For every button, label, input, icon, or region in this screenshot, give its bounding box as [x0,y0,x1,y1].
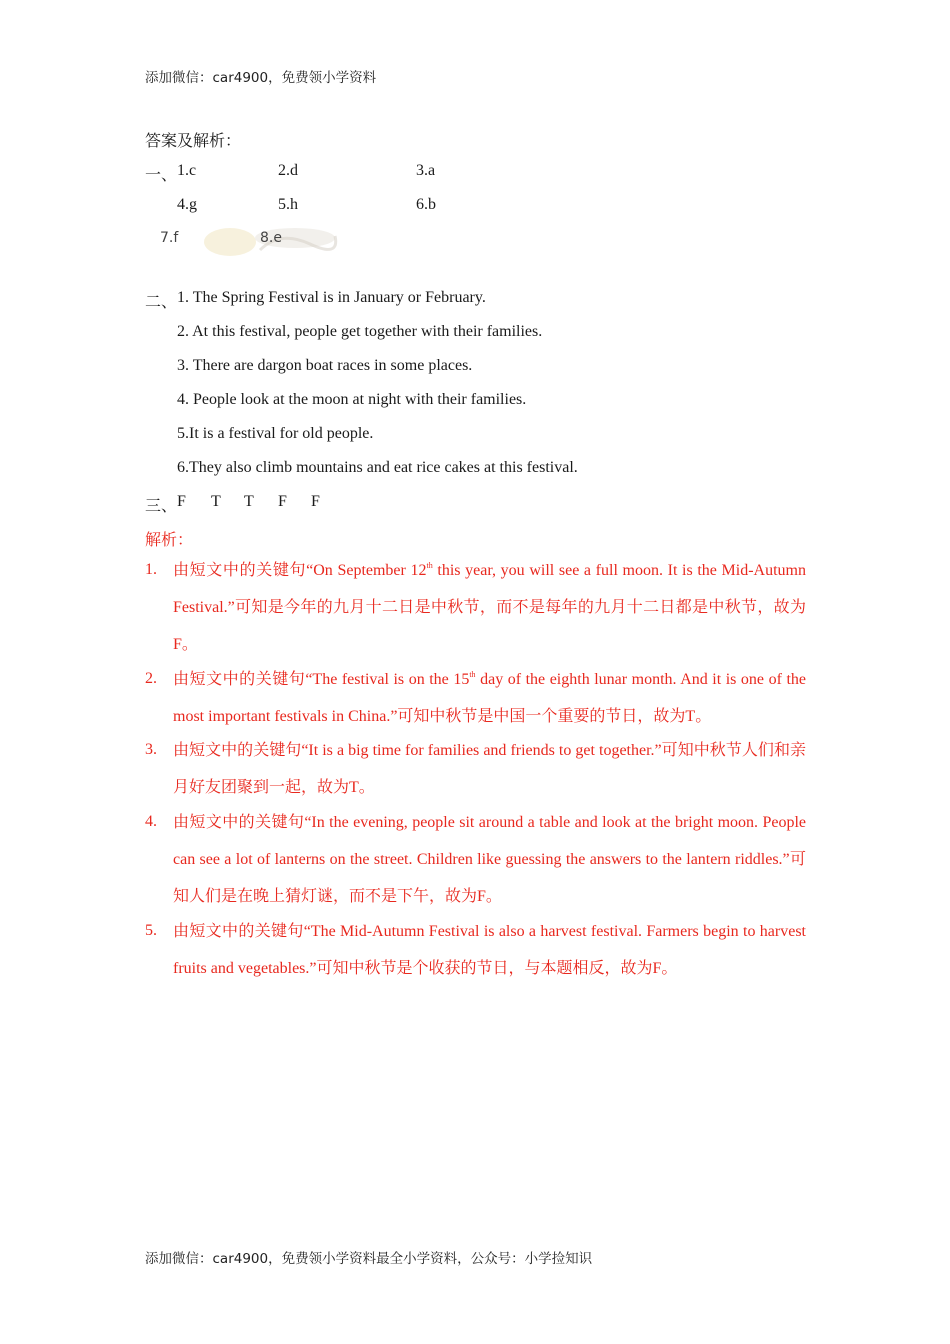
section1-prefix: 一、 [145,167,178,184]
section3-prefix: 三、 [145,498,178,515]
sentence-item: 4. People look at the moon at night with their families. [177,391,527,408]
tf-answer: F [278,493,287,510]
analysis-paragraph: 由短文中的关键句“In the evening, people sit around a table and look at the bright moon. People can see a lot of lanterns on the street. Children like guessing the answers to the lantern riddles.”可知人们是在晚上猜灯谜，而不是下午，故为F。 [173,814,806,905]
answers-title: 答案及解析： [145,133,242,150]
analysis-number: 2. [145,670,157,687]
tf-answer: T [211,493,221,510]
analysis-paragraph: 由短文中的关键句“It is a big time for families and friends to get together.”可知中秋节人们和亲月好友团聚到一起，故为T。 [173,742,806,796]
analysis-number: 5. [145,922,157,939]
sentence-item: 3. There are dargon boat races in some places. [177,357,473,374]
analysis-label: 解析： [145,532,194,549]
tf-answer: F [311,493,320,510]
analysis-paragraph: 由短文中的关键句“On September 12th this year, you will see a full moon. It is the Mid-Autumn Festival.”可知是今年的九月十二日是中秋节，而不是每年的九月十二日都是中秋节，故为F。 [173,561,806,653]
analysis-paragraph: 由短文中的关键句“The festival is on the 15th day of the eighth lunar month. And it is one of the most important festivals in China.”可知中秋节是中国一个重要的节日，故为T。 [173,670,806,725]
answer-item: 3.a [416,162,436,179]
analysis-paragraph: 由短文中的关键句“The Mid-Autumn Festival is also a harvest festival. Farmers begin to harvest fruits and vegetables.”可知中秋节是个收获的节日，与本题相反，故为F。 [173,923,806,977]
tf-answer: T [244,493,254,510]
section2-prefix: 二、 [145,294,178,311]
sentence-item: 5.It is a festival for old people. [177,425,374,442]
page-header: 添加微信：car4900，免费领小学资料 [145,70,377,86]
answer-item: 1.c [177,162,197,179]
answer-item: 8.e [260,230,282,246]
analysis-number: 1. [145,561,157,578]
answer-item: 7.f [160,230,179,246]
tf-answer: F [177,493,186,510]
sentence-item: 6.They also climb mountains and eat rice cakes at this festival. [177,459,578,476]
sentence-item: 1. The Spring Festival is in January or February. [177,289,486,306]
answer-item: 4.g [177,196,197,213]
answer-item: 6.b [416,196,436,213]
page-footer: 添加微信：car4900，免费领小学资料最全小学资料，公众号：小学捡知识 [145,1251,593,1267]
answer-item: 5.h [278,196,298,213]
sentence-item: 2. At this festival, people get together with their families. [177,323,543,340]
answer-item: 2.d [278,162,298,179]
analysis-number: 3. [145,741,157,758]
analysis-number: 4. [145,813,157,830]
